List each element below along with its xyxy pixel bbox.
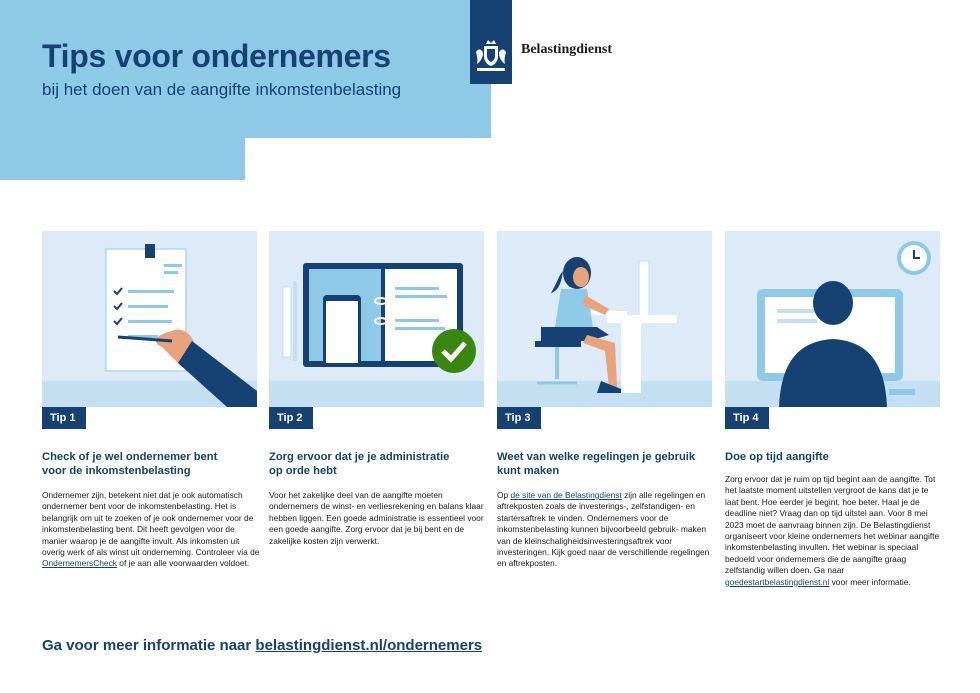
tip-1-tag: Tip 1 <box>42 407 86 429</box>
tip-2-illustration <box>269 231 484 407</box>
tip-2-tag: Tip 2 <box>269 407 313 429</box>
tip-4-title-line1: Doe op tijd aangifte <box>725 451 829 463</box>
page-subtitle: bij het doen van de aangifte inkomstenbelasting <box>42 80 402 99</box>
tip-1-body <box>42 490 260 570</box>
tip-1-illustration <box>42 231 257 407</box>
tip-2-title <box>269 450 484 478</box>
tip-1-text: Ondernemer zijn, betekent niet dat je ook automatisch ondernemer bent voor de inkomstenbelasting. Het is belangrijk om uit te zoeken of je ook ondernemer voor de inkomstenbelasting bent. Dit heeft gevolgen voor de manier waarop je de aangifte invult. Als inkomsten uit overig werk of als winst uit onderneming. Controleer via de <box>42 490 260 558</box>
tip-3-illustration <box>497 231 712 407</box>
logo-bar <box>470 0 512 84</box>
tip-3-title <box>497 450 712 478</box>
tip-4-text-end: voor meer informatie. <box>829 576 911 587</box>
tip-1-title-line2: voor de inkomstenbelasting <box>42 465 191 477</box>
ondernemers-link[interactable]: belastingdienst.nl/ondernemers <box>255 637 483 654</box>
goedestart-link[interactable]: goedestartbelastingdienst.nl <box>725 576 830 587</box>
tip-4-illustration <box>725 231 940 407</box>
tip-4-title <box>725 450 940 464</box>
page-title: Tips voor ondernemers <box>42 38 391 74</box>
tip-2-title-line1: Zorg ervoor dat je je administratie <box>269 451 450 463</box>
tip-3-title-line2: kunt maken <box>497 465 560 477</box>
tip-1-title-line1: Check of je wel ondernemer bent <box>42 451 218 463</box>
tip-4-text: Zorg ervoor dat je ruim op tijd begint aan de aangifte. Tot het laatste moment uitstellen vergroot de kans dat je te laat bent. Hoe eerder je begint, hoe beter. Haal je de deadline niet? Vraag dan op tijd uitstel aan. Voor 8 mei 2023 moet de aanvraag binnen zijn. De Belastingdienst organiseert voor kleine ondernemers het webinar aangifte inkomstenbelasting invullen. Het webinar is speciaal bedoeld voor ondernemers die de aangifte graag zelfstandig willen doen. Ga naar <box>725 474 940 576</box>
tip-1-title <box>42 450 257 478</box>
document-signing-icon <box>42 231 257 407</box>
tip-2-title-line2: op orde hebt <box>269 465 337 477</box>
belastingdienst-site-link[interactable]: de site van de Belastingdienst <box>510 490 622 500</box>
person-clock-monitor-icon <box>725 231 940 407</box>
footer-text: Ga voor meer informatie naar <box>42 637 256 654</box>
ondernemerscheck-link[interactable]: OndernemersCheck <box>42 558 117 569</box>
header-banner-step <box>0 138 245 180</box>
tip-4-tag: Tip 4 <box>725 407 769 429</box>
tip-3-text-end: zijn alle regelingen en aftrekposten zoals de investerings-, zelfstandigen- en startersaftrek te vinden. Ondernemers voor de inkomstenbelasting kunnen bijvoorbeeld gebruik- maken van de kleinschaligheidsinvesteringsaftrek voor investeringen. Kijk goed naar de verschillende regelingen en aftrekposten. <box>497 490 710 569</box>
binder-phone-check-icon <box>269 231 484 407</box>
woman-at-computer-icon <box>497 231 712 407</box>
tip-2-body <box>269 490 487 547</box>
tip-3-title-line1: Weet van welke regelingen je gebruik <box>497 451 696 463</box>
tip-3-tag: Tip 3 <box>497 407 541 429</box>
logo-wordmark: Belastingdienst <box>521 42 613 57</box>
coat-of-arms-icon <box>474 38 508 74</box>
tip-2-text: Voor het zakelijke deel van de aangifte moeten ondernemers de winst- en verliesrekening en balans klaar hebben liggen. Een goede administratie is essentieel voor een goede aangifte. Zorg ervoor dat je bij bent en de zakelijke kosten zijn verwerkt. <box>269 490 484 546</box>
tip-3-body <box>497 490 715 570</box>
footer-info <box>42 637 482 654</box>
tip-3-text: Op <box>497 490 511 500</box>
tip-1-text-end: of je aan alle voorwaarden voldoet. <box>116 558 250 569</box>
tip-4-body <box>725 474 943 588</box>
